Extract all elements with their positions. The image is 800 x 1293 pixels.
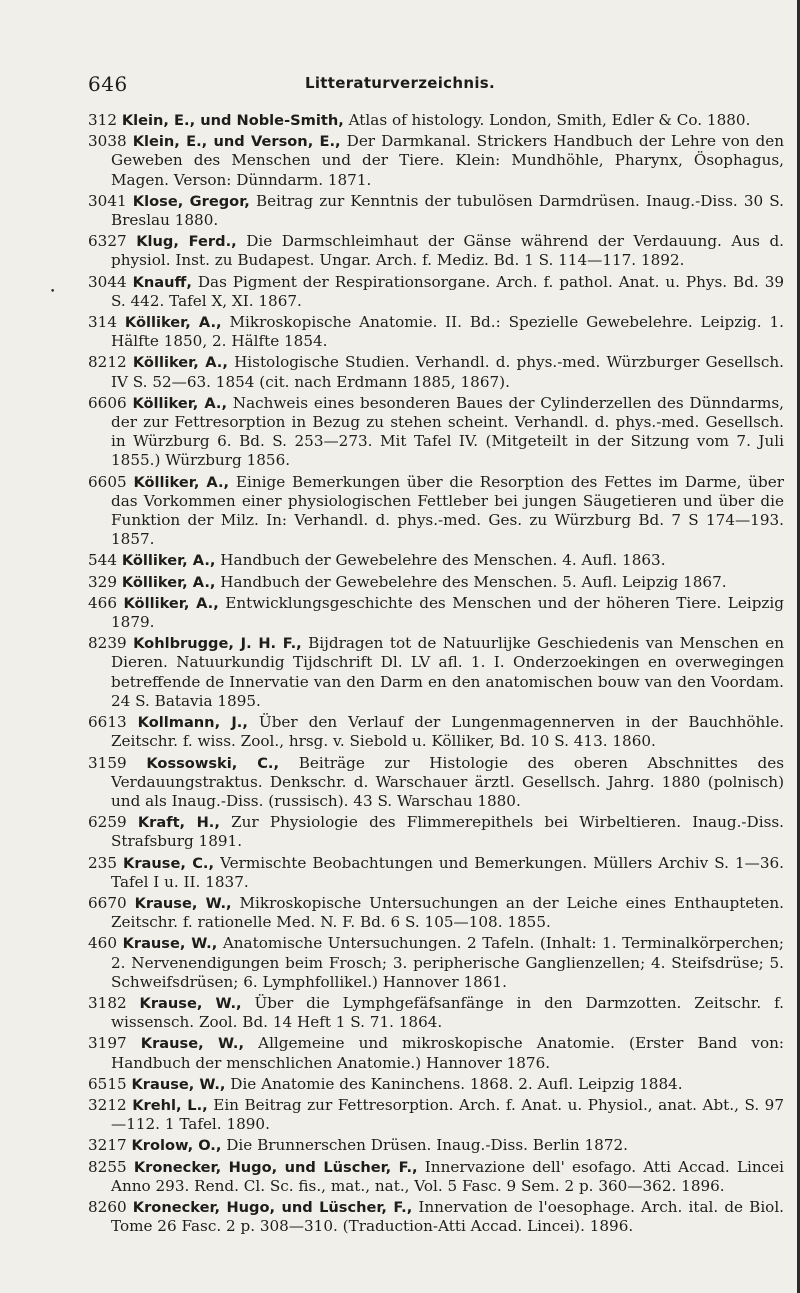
bibliography-entry <box>88 353 784 391</box>
bibliography-entry <box>88 1158 784 1196</box>
entry-number: 6606 <box>88 393 127 412</box>
entry-text: Entwicklungsgeschichte des Menschen und der höheren Tiere. Leipzig 1879. <box>111 593 785 632</box>
entry-text: Histologische Studien. Verhandl. d. phys.-med. Würzburger Gesellsch. IV S. 52—63. 1854 (cit. nach Erdmann 1885, 1867). <box>111 353 784 391</box>
bibliography-entry <box>88 313 784 351</box>
entry-text: Einige Bemerkungen über die Resorption des Fettes im Darme, über das Vorkommen einer physiologischen Fettleber bei jungen Säugetieren und über die Funktion der Milz. In: Verhandl. d. phys.-med. Ges. zu Würzburg Bd. 7 S 174—193. 1857. <box>111 472 784 549</box>
bibliography-entry <box>88 1075 784 1094</box>
entry-number: 6259 <box>88 813 127 832</box>
entry-number: 6605 <box>88 472 127 491</box>
entry-number: 329 <box>88 572 117 591</box>
entry-number: 6327 <box>88 232 127 251</box>
entry-author: Klose, Gregor, <box>132 192 250 210</box>
bibliography-entry <box>88 634 784 711</box>
entry-text: Der Darmkanal. Strickers Handbuch der Lehre von den Geweben des Menschen und der Tiere. Klein: Mundhöhle, Pharynx, Ösophagus, Magen. Verson: Dünndarm. 1871. <box>111 132 785 189</box>
entry-author: Klein, E., und Noble-Smith, <box>121 112 344 129</box>
entry-text: Mikroskopische Untersuchungen an der Leiche eines Enthaupteten. Zeitschr. f. rationelle Med. N. F. Bd. 6 S. 105—108. 1855. <box>111 893 785 932</box>
running-title: Litteraturverzeichnis. <box>305 74 495 92</box>
entry-number: 3038 <box>88 132 127 151</box>
bibliography-entry <box>88 854 784 892</box>
bibliography-entry <box>88 132 784 190</box>
entry-text: Handbuch der Gewebelehre des Menschen. 4. Aufl. 1863. <box>220 551 666 570</box>
bibliography-entry <box>88 1136 784 1155</box>
entry-text: Anatomische Untersuchungen. 2 Tafeln. (Inhalt: 1. Terminalkörperchen; 2. Nervenendigungen beim Frosch; 3. peripherische Ganglienzellen; 4. Steifsdrüse; 5. Schweifsdrüsen; 6. Lymphfollikel.) Hannover 1861. <box>111 934 784 991</box>
entry-number: 235 <box>88 853 117 872</box>
margin-mark: • <box>50 287 56 297</box>
entry-number: 3197 <box>88 1034 127 1053</box>
bibliography-list <box>88 111 784 1238</box>
entry-author: Kölliker, A., <box>121 552 216 570</box>
entry-author: Kölliker, A., <box>124 314 222 332</box>
entry-number: 8260 <box>88 1197 127 1216</box>
entry-text: Innervazione dell' esofago. Atti Accad. Lincei Anno 293. Rend. Cl. Sc. fis., mat., nat., Vol. 5 Fasc. 9 Sem. 2 p. 360—362. 1896. <box>111 1157 785 1195</box>
page-number: 646 <box>88 72 128 96</box>
entry-number: 3217 <box>88 1136 127 1155</box>
entry-text: Ein Beitrag zur Fettresorption. Arch. f. Anat. u. Physiol., anat. Abt., S. 97—112. 1 Tafel. 1890. <box>111 1095 785 1134</box>
bibliography-entry <box>88 273 784 311</box>
bibliography-entry <box>88 551 784 570</box>
bibliography-entry <box>88 594 784 632</box>
entry-text: Das Pigment der Respirationsorgane. Arch. f. pathol. Anat. u. Phys. Bd. 39 S. 442. Tafel X, XI. 1867. <box>111 272 785 310</box>
entry-author: Kohlbrugge, J. H. F., <box>133 635 302 653</box>
entry-number: 466 <box>88 593 117 612</box>
entry-text: Beitrag zur Kenntnis der tubulösen Darmdrüsen. Inaug.-Diss. 30 S. Breslau 1880. <box>111 191 784 230</box>
entry-author: Klein, E., und Verson, E., <box>132 133 341 151</box>
entry-number: 8255 <box>88 1157 127 1176</box>
entry-number: 3182 <box>88 993 127 1012</box>
bibliography-entry <box>88 994 784 1032</box>
entry-author: Kölliker, A., <box>133 473 230 491</box>
entry-number: 6515 <box>88 1074 127 1093</box>
bibliography-entry <box>88 394 784 471</box>
page-header <box>0 72 800 102</box>
entry-text: Handbuch der Gewebelehre des Menschen. 5. Aufl. Leipzig 1867. <box>220 572 727 591</box>
entry-text: Innervation de l'oesophage. Arch. ital. de Biol. Tome 26 Fasc. 2 p. 308—310. (Traduction-Atti Accad. Lincei). 1896. <box>111 1197 785 1236</box>
entry-author: Krause, W., <box>134 894 232 912</box>
bibliography-entry <box>88 1096 784 1134</box>
entry-author: Krause, C., <box>123 854 215 872</box>
entry-author: Kraft, H., <box>137 814 220 832</box>
entry-author: Kölliker, A., <box>132 354 228 372</box>
bibliography-entry <box>88 1034 784 1072</box>
entry-number: 3044 <box>88 272 127 291</box>
entry-author: Kollmann, J., <box>137 714 248 732</box>
entry-author: Krehl, L., <box>132 1096 208 1114</box>
entry-text: Über die Lymphgefäfsanfänge in den Darmzotten. Zeitschr. f. wissensch. Zool. Bd. 14 Heft 1 S. 71. 1864. <box>111 993 784 1032</box>
entry-text: Mikroskopische Anatomie. II. Bd.: Spezielle Gewebelehre. Leipzig. 1. Hälfte 1850, 2. Hälfte 1854. <box>111 313 784 351</box>
entry-text: Die Brunnerschen Drüsen. Inaug.-Diss. Berlin 1872. <box>226 1136 628 1155</box>
bibliography-entry <box>88 111 784 130</box>
entry-number: 314 <box>88 313 117 332</box>
entry-number: 8239 <box>88 634 127 653</box>
entry-text: Die Darmschleimhaut der Gänse während der Verdauung. Aus d. physiol. Inst. zu Budapest. Ungar. Arch. f. Mediz. Bd. 1 S. 114—117. 1892. <box>111 232 785 270</box>
entry-author: Krause, W., <box>139 994 242 1012</box>
entry-number: 6670 <box>88 893 127 912</box>
entry-number: 3041 <box>88 191 127 210</box>
entry-author: Knauff, <box>132 273 192 291</box>
entry-author: Kölliker, A., <box>121 573 216 591</box>
bibliography-entry <box>88 473 784 550</box>
bibliography-entry <box>88 754 784 812</box>
entry-number: 312 <box>88 111 117 129</box>
entry-text: Über den Verlauf der Lungenmagennerven in der Bauchhöhle. Zeitschr. f. wiss. Zool., hrsg. v. Siebold u. Kölliker, Bd. 10 S. 413. 1860. <box>111 713 784 751</box>
entry-author: Krause, W., <box>131 1075 226 1093</box>
entry-text: Die Anatomie des Kaninchens. 1868. 2. Aufl. Leipzig 1884. <box>230 1074 683 1093</box>
entry-text: Beiträge zur Histologie des oberen Abschnittes des Verdauungstraktus. Denkschr. d. Warschauer ärztl. Gesellsch. Jahrg. 1880 (polnisch) und als Inaug.-Diss. (russisch). 43 S. Warschau 1880. <box>111 753 785 810</box>
bibliography-entry <box>88 894 784 932</box>
entry-number: 3212 <box>88 1095 127 1114</box>
entry-text: Vermischte Beobachtungen und Bemerkungen. Müllers Archiv S. 1—36. Tafel I u. II. 1837. <box>111 853 785 891</box>
entry-text: Zur Physiologie des Flimmerepithels bei Wirbeltieren. Inaug.-Diss. Strafsburg 1891. <box>111 813 784 851</box>
entry-number: 460 <box>88 934 117 953</box>
bibliography-entry <box>88 934 784 992</box>
entry-author: Kronecker, Hugo, und Lüscher, F., <box>133 1158 418 1176</box>
entry-text: Nachweis eines besonderen Baues der Cylinderzellen des Dünndarms, der zur Fettresorption in Bezug zu stehen scheint. Verhandl. d. phys.-med. Gesellsch. in Würzburg 6. Bd. S. 253—273. Mit Tafel IV. (Mitgeteilt in der Sitzung vom 7. Juli 1855.) Würzburg 1856. <box>111 393 785 470</box>
entry-author: Kölliker, A., <box>123 594 219 612</box>
bibliography-entry <box>88 1198 784 1236</box>
entry-number: 6613 <box>88 713 127 732</box>
bibliography-entry <box>88 713 784 751</box>
entry-number: 8212 <box>88 353 127 372</box>
entry-text: Allgemeine und mikroskopische Anatomie. (Erster Band von: Handbuch der menschlichen Anatomie.) Hannover 1876. <box>111 1034 784 1072</box>
entry-text: Atlas of histology. London, Smith, Edler & Co. 1880. <box>348 111 751 129</box>
bibliography-entry <box>88 813 784 851</box>
entry-author: Kölliker, A., <box>132 394 228 412</box>
entry-author: Krause, W., <box>122 935 218 953</box>
entry-author: Krolow, O., <box>131 1137 222 1155</box>
entry-number: 544 <box>88 551 117 570</box>
entry-author: Kronecker, Hugo, und Lüscher, F., <box>132 1198 413 1216</box>
entry-number: 3159 <box>88 753 127 772</box>
entry-author: Klug, Ferd., <box>136 233 237 251</box>
bibliography-entry <box>88 232 784 270</box>
entry-author: Kossowski, C., <box>146 754 279 772</box>
entry-author: Krause, W., <box>140 1035 244 1053</box>
bibliography-entry <box>88 192 784 230</box>
bibliography-entry <box>88 573 784 592</box>
entry-text: Bijdragen tot de Natuurlijke Geschiedenis van Menschen en Dieren. Natuurkundig Tijdschrift Dl. LV afl. 1. I. Onderzoekingen en overwegingen betreffende de Innervatie van den Darm en den anatomischen bouw van den Voordam. 24 S. Batavia 1895. <box>111 634 784 710</box>
